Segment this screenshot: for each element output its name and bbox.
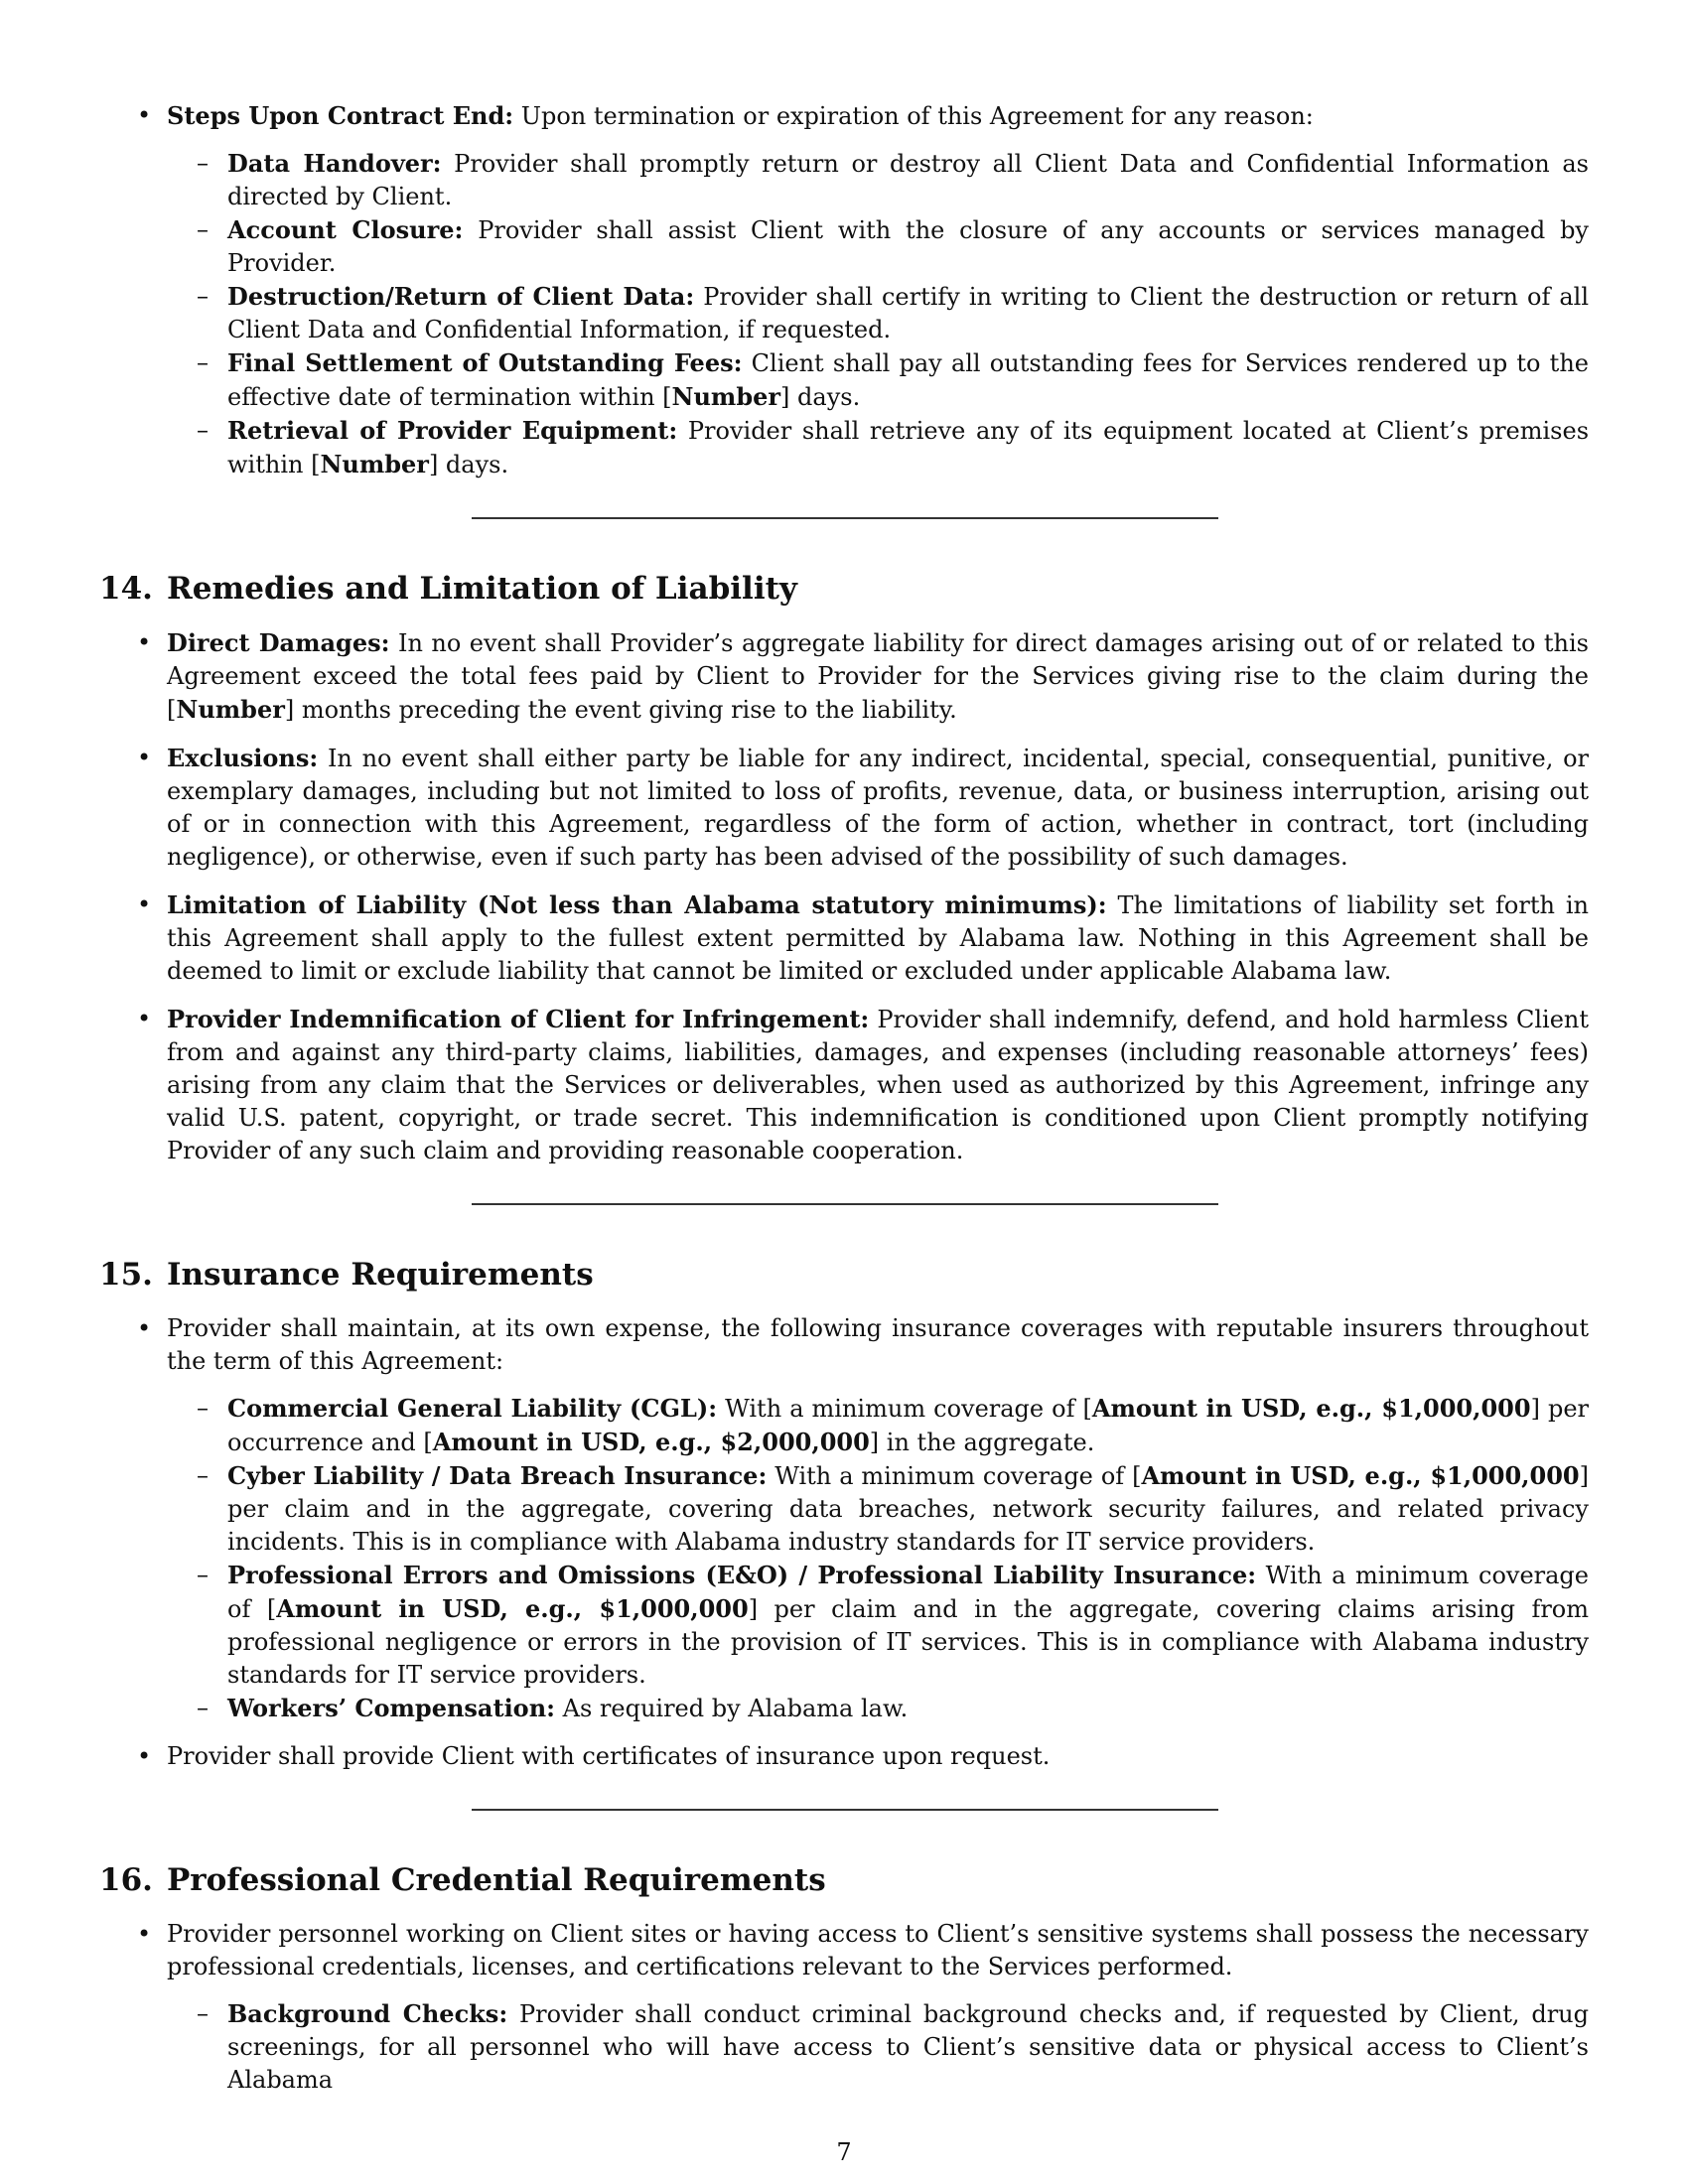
list-item-direct-damages <box>99 626 1589 727</box>
item-text: ] months preceding the event giving rise to the liability. <box>284 696 957 724</box>
bullet-icon: • <box>137 890 152 918</box>
sub-item-errors-omissions <box>99 1559 1589 1692</box>
placeholder-amount: Amount in USD, e.g., $1,000,000 <box>1091 1394 1531 1423</box>
dash-icon: – <box>197 1394 209 1422</box>
item-text: The limitations of liability set forth in this Agreement shall apply to the fullest extent permitted by Alabama law. Nothing in this Agreement shall be deemed to limit or exclude liability that cannot be limited or excluded under applicable Alabama law. <box>167 891 1590 985</box>
item-label: Exclusions: <box>167 744 319 772</box>
item-text: With a minimum coverage of [ <box>767 1462 1142 1490</box>
item-label: Commercial General Liability (CGL): <box>227 1394 718 1423</box>
bullet-icon: • <box>137 1005 152 1032</box>
sub-list <box>99 147 1589 481</box>
item-text: Provider shall certify in writing to Client the destruction or return of all Client Data and Confidential Information, if requested. <box>227 283 1589 343</box>
sub-item-data-handover <box>99 147 1589 213</box>
item-text: ] per claim and in the aggregate, covering claims arising from professional negligence or errors in the provision of IT services. This is in compliance with Alabama industry standards for IT service providers. <box>227 1595 1590 1689</box>
item-text: Provider shall maintain, at its own expense, the following insurance coverages with reputable insurers throughout the term of this Agreement: <box>167 1314 1589 1375</box>
placeholder-amount: Amount in USD, e.g., $1,000,000 <box>276 1594 749 1623</box>
sub-item-background-checks <box>99 1997 1589 2097</box>
sub-item-account-closure <box>99 213 1589 280</box>
bullet-icon: • <box>137 1742 152 1770</box>
sub-item-destruction-return <box>99 280 1589 346</box>
dash-icon: – <box>197 282 209 310</box>
item-label: Destruction/Return of Client Data: <box>227 282 695 311</box>
placeholder-amount: Amount in USD, e.g., $1,000,000 <box>1141 1461 1580 1490</box>
list-item-credentials-intro <box>99 1918 1589 1983</box>
item-text: Provider personnel working on Client sites or having access to Client’s sensitive systems shall possess the necessary professional credentials, licenses, and certifications relevant to the Services performed. <box>167 1920 1589 1980</box>
dash-icon: – <box>197 149 209 177</box>
page-number: 7 <box>836 2138 852 2166</box>
placeholder-number: Number <box>671 382 781 411</box>
bullet-icon: • <box>137 744 152 771</box>
list-item-insurance-intro <box>99 1312 1589 1378</box>
dash-icon: – <box>197 348 209 376</box>
list-item-provider-indemnification <box>99 1003 1589 1167</box>
item-label: Professional Errors and Omissions (E&O) / Professional Liability Insurance: <box>227 1561 1257 1589</box>
sub-item-cgl <box>99 1392 1589 1459</box>
item-text: Provider shall indemnify, defend, and hold harmless Client from and against any third-party claims, liabilities, damages, and expenses (including reasonable attorneys’ fees) arising from any claim that the Services or deliverables, when used as authorized by this Agreement, infringe any valid U.S. patent, copyright, or trade secret. This indemnification is conditioned upon Client promptly notifying Provider of any such claim and providing reasonable cooperation. <box>167 1006 1590 1164</box>
item-text: Provider shall retrieve any of its equipment located at Client’s premises within [ <box>227 417 1590 478</box>
item-label: Steps Upon Contract End: <box>167 101 514 130</box>
section-title: Professional Credential Requirements <box>166 1862 826 1898</box>
item-text: ] per claim and in the aggregate, covering data breaches, network security failures, and related privacy incidents. This is in compliance with Alabama industry standards for IT service providers. <box>227 1462 1589 1556</box>
item-label: Provider Indemnification of Client for Infringement: <box>167 1005 870 1033</box>
item-text: In no event shall either party be liable for any indirect, incidental, special, consequential, punitive, or exemplary damages, including but not limited to loss of profits, revenue, data, or business interruption, arising out of or in connection with this Agreement, regardless of the form of action, whether in contract, tort (including negligence), or otherwise, even if such party has been advised of the possibility of such damages. <box>167 745 1589 871</box>
item-label: Direct Damages: <box>167 628 390 657</box>
sub-item-cyber-liability <box>99 1459 1589 1559</box>
dash-icon: – <box>197 1999 209 2027</box>
bullet-icon: • <box>137 1314 152 1342</box>
item-text: ] per occurrence and [ <box>227 1395 1590 1456</box>
list-item-limitation-of-liability <box>99 888 1589 988</box>
section-number: 15. <box>99 1257 153 1293</box>
item-text: ] in the aggregate. <box>869 1429 1095 1456</box>
dash-icon: – <box>197 215 209 243</box>
bullet-icon: • <box>137 101 152 129</box>
placeholder-number: Number <box>320 450 429 478</box>
dash-icon: – <box>197 416 209 444</box>
list-item-certificates <box>99 1740 1589 1773</box>
dash-icon: – <box>197 1694 209 1721</box>
bullet-icon: • <box>137 628 152 656</box>
sub-list <box>99 1392 1589 1725</box>
item-label: Account Closure: <box>227 215 464 244</box>
placeholder-amount: Amount in USD, e.g., $2,000,000 <box>432 1428 870 1456</box>
item-label: Data Handover: <box>227 149 442 178</box>
section-divider <box>472 517 1218 519</box>
item-text: With a minimum coverage of [ <box>717 1395 1092 1423</box>
section-title: Remedies and Limitation of Liability <box>166 571 797 607</box>
dash-icon: – <box>197 1561 209 1588</box>
section-divider <box>472 1809 1218 1811</box>
item-label: Workers’ Compensation: <box>227 1694 555 1722</box>
item-text: Provider shall promptly return or destroy all Client Data and Confidential Information as directed by Client. <box>227 150 1589 210</box>
document-page <box>99 99 1589 2097</box>
item-text: ] days. <box>780 383 861 411</box>
item-label: Retrieval of Provider Equipment: <box>227 416 678 445</box>
section-title: Insurance Requirements <box>166 1257 594 1293</box>
item-text: Client shall pay all outstanding fees for Services rendered up to the effective date of termination within [ <box>227 349 1589 411</box>
item-label: Background Checks: <box>227 1999 508 2028</box>
section-number: 16. <box>99 1862 153 1898</box>
item-label: Cyber Liability / Data Breach Insurance: <box>227 1461 768 1490</box>
item-label: Limitation of Liability (Not less than Alabama statutory minimums): <box>167 890 1107 919</box>
item-text: Provider shall provide Client with certificates of insurance upon request. <box>167 1742 1051 1770</box>
item-text: Provider shall assist Client with the closure of any accounts or services managed by Provider. <box>227 216 1589 277</box>
sub-item-workers-compensation <box>99 1692 1589 1725</box>
item-text: ] days. <box>428 451 509 478</box>
sub-list <box>99 1997 1589 2097</box>
section-divider <box>472 1203 1218 1205</box>
section-heading-14 <box>99 569 1589 609</box>
item-text: In no event shall Provider’s aggregate liability for direct damages arising out of or related to this Agreement exceed the total fees paid by Client to Provider for the Services giving rise to the claim during the [ <box>167 629 1589 724</box>
sub-item-retrieval-equipment <box>99 414 1589 481</box>
section-number: 14. <box>99 571 153 607</box>
placeholder-number: Number <box>176 695 285 724</box>
item-text: As required by Alabama law. <box>555 1695 909 1722</box>
bullet-icon: • <box>137 1920 152 1948</box>
item-text: Provider shall conduct criminal background checks and, if requested by Client, drug screenings, for all personnel who will have access to Client’s sensitive data or physical access to Client’s Alabama <box>227 2000 1590 2094</box>
dash-icon: – <box>197 1461 209 1489</box>
list-item-steps-upon-contract-end <box>99 99 1589 133</box>
item-label: Final Settlement of Outstanding Fees: <box>227 348 743 377</box>
section-heading-15 <box>99 1255 1589 1295</box>
sub-item-final-settlement <box>99 346 1589 414</box>
item-text: Upon termination or expiration of this Agreement for any reason: <box>513 102 1314 130</box>
item-text: With a minimum coverage of [ <box>227 1562 1590 1623</box>
list-item-exclusions <box>99 742 1589 874</box>
section-heading-16 <box>99 1860 1589 1900</box>
